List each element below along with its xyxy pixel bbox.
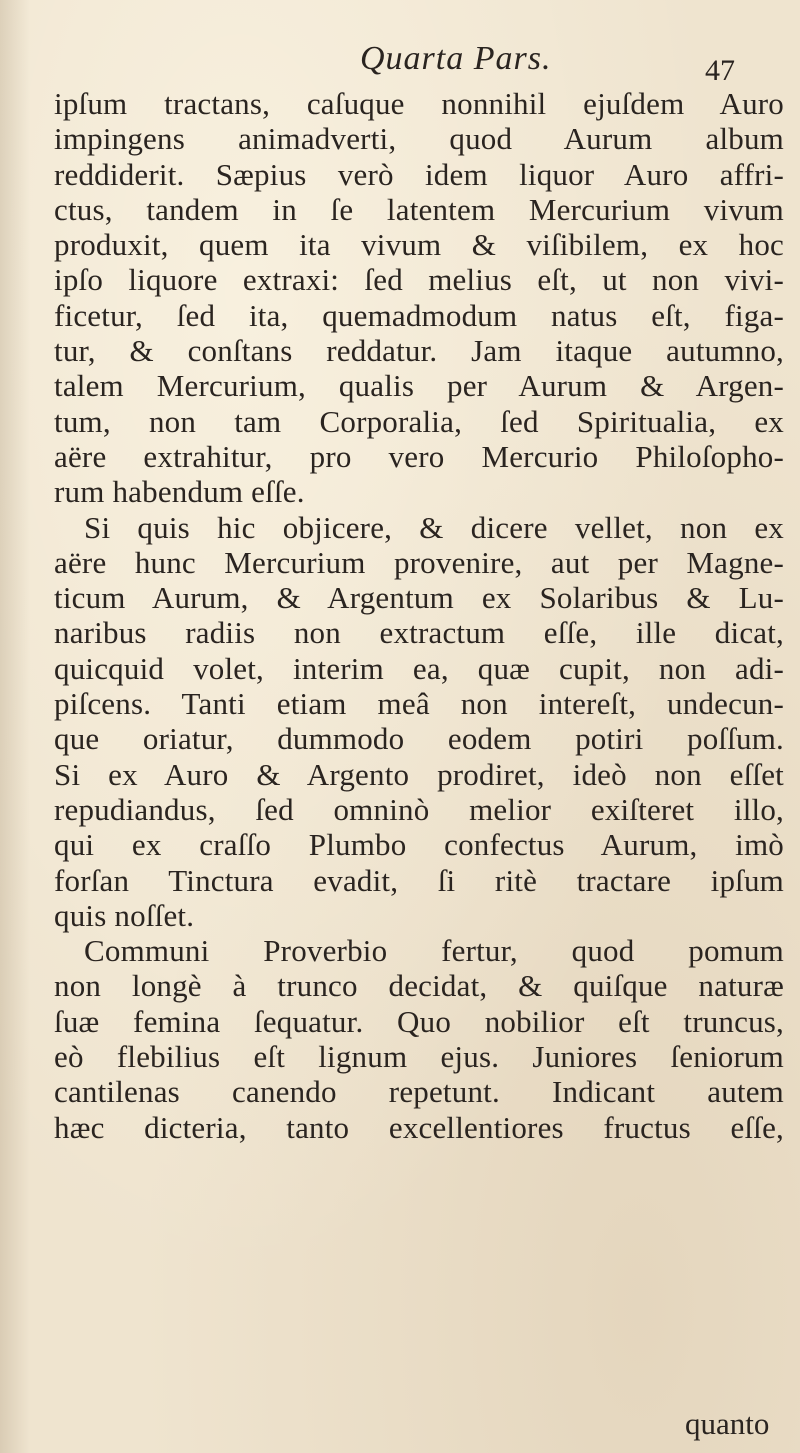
text-line: aëre extrahitur, pro vero Mercurio Philoſopho-: [54, 438, 784, 474]
text-line: piſcens. Tanti etiam meâ non intereſt, undecun-: [54, 686, 784, 722]
running-head: [0, 40, 800, 90]
text-line: ficetur, ſed ita, quemadmodum natus eſt, figa-: [54, 297, 784, 333]
text-line-paragraph-end: rum habendum eſſe.: [54, 474, 305, 510]
text-line: ticum Aurum, & Argentum ex Solaribus & Lu-: [54, 580, 784, 616]
catchword: quanto: [685, 1406, 770, 1441]
text-line: ipſo liquore extraxi: ſed melius eſt, ut non vivi-: [54, 262, 784, 298]
text-line: quicquid volet, interim ea, quæ cupit, non adi-: [54, 650, 784, 686]
text-line: ctus, tandem in ſe latentem Mercurium vivum: [54, 191, 784, 227]
text-line-paragraph-start: Communi Proverbio fertur, quod pomum: [84, 933, 784, 969]
text-line: eò flebilius eſt lignum ejus. Juniores ſeniorum: [54, 1039, 784, 1075]
text-line: non longè à trunco decidat, & quiſque naturæ: [54, 968, 784, 1004]
text-line: naribus radiis non extractum eſſe, ille dicat,: [54, 615, 784, 651]
text-line: repudiandus, ſed omninò melior exiſteret illo,: [54, 791, 784, 827]
text-line: Si ex Auro & Argento prodiret, ideò non eſſet: [54, 756, 784, 792]
text-line: tum, non tam Corporalia, ſed Spiritualia, ex: [54, 403, 784, 439]
text-line: produxit, quem ita vivum & viſibilem, ex hoc: [54, 227, 784, 263]
running-title: Quarta Pars.: [360, 40, 552, 77]
text-line: que oriatur, dummodo eodem potiri poſſum.: [54, 721, 784, 757]
text-line-paragraph-end: quis noſſet.: [54, 897, 195, 933]
text-line: impingens animadverti, quod Aurum album: [54, 121, 784, 157]
text-line: reddiderit. Sæpius verò idem liquor Auro affri-: [54, 156, 784, 192]
text-line: hæc dicteria, tanto excellentiores fructus eſſe,: [54, 1109, 784, 1145]
text-line: cantilenas canendo repetunt. Indicant autem: [54, 1074, 784, 1110]
text-line: forſan Tinctura evadit, ſi ritè tractare ipſum: [54, 862, 784, 898]
text-line: talem Mercurium, qualis per Aurum & Argen-: [54, 368, 784, 404]
text-line: aëre hunc Mercurium provenire, aut per Magne-: [54, 544, 784, 580]
body-text: [54, 86, 784, 1145]
text-line-paragraph-start: Si quis hic objicere, & dicere vellet, non ex: [84, 509, 784, 545]
text-line: qui ex craſſo Plumbo confectus Aurum, imò: [54, 827, 784, 863]
text-line: ſuæ femina ſequatur. Quo nobilior eſt truncus,: [54, 1003, 784, 1039]
text-line: ipſum tractans, caſuque nonnihil ejuſdem Auro: [54, 86, 784, 121]
gutter-shadow: [0, 0, 30, 1453]
text-line: tur, & conſtans reddatur. Jam itaque autumno,: [54, 333, 784, 369]
page-number: 47: [705, 54, 735, 87]
